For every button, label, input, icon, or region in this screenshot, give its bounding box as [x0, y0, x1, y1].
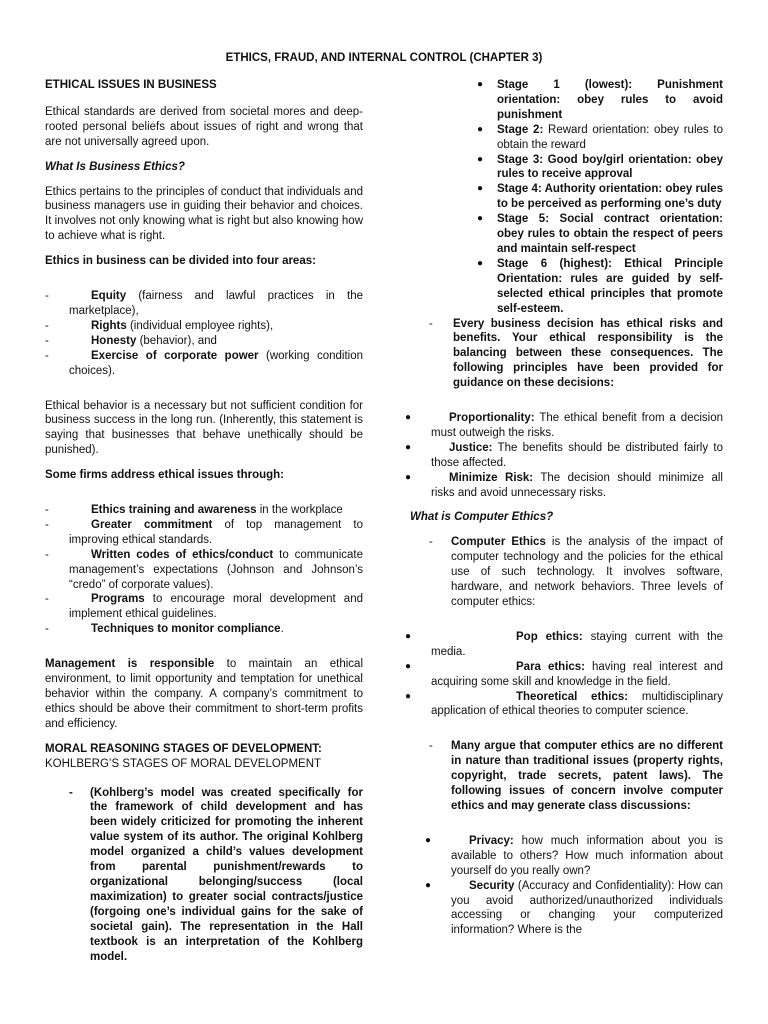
- paragraph-four-areas-intro: Ethics in business can be divided into four areas:: [45, 255, 316, 268]
- kohlberg-note: - (Kohlberg’s model was created specifically for the framework of child development and has been widely criticized for promoting the inherent value system of its author. The original Kohlberg model organized a child’s values development from parental punishment/rewards to organizational belonging/success (local maximization) to greater social contracts/justice (forgoing one’s individual gains for the sake of societal gain). The representation in the Hall textbook is an interpretation of the Kohlberg model.: [69, 786, 363, 963]
- decision-note: - Every business decision has ethical risks and benefits. Your ethical responsibility is the balancing between these consequences. The following principles have been provided for guidance on these decisions:: [429, 317, 723, 390]
- list-item: ● Stage 3: Good boy/girl orientation: obey rules to receive approval: [477, 153, 723, 181]
- subheading-business-ethics: What Is Business Ethics?: [45, 160, 185, 173]
- list-item: - Rights (individual employee rights),: [45, 319, 274, 332]
- levels-list: [405, 630, 723, 719]
- stages-list: [0, 78, 723, 317]
- heading-moral-reasoning: MORAL REASONING STAGES OF DEVELOPMENT: KOHLBERG’S STAGES OF MORAL DEVELOPMENT: [45, 742, 322, 770]
- paragraph-ethical-standards: Ethical standards are derived from societal mores and deep-rooted personal beliefs about issues of right and wrong that are not universally agreed upon.: [45, 105, 363, 148]
- list-item: - Equity (fairness and lawful practices in the marketplace),: [45, 290, 363, 317]
- list-item: - Written codes of ethics/conduct to communicate management’s expectations (Johnson and Johnson’s “credo” of corporate values).: [45, 548, 363, 591]
- issues-list: [405, 834, 723, 938]
- principles-list: [405, 411, 723, 500]
- document-title: ETHICS, FRAUD, AND INTERNAL CONTROL (CHAPTER 3): [225, 52, 543, 64]
- paragraph-firms-intro: Some firms address ethical issues through:: [45, 469, 285, 482]
- list-item: - Honesty (behavior), and: [45, 334, 217, 347]
- list-item: - Ethics training and awareness in the workplace: [45, 504, 343, 517]
- firms-list: [45, 493, 363, 637]
- list-item: ● Stage 2: Reward orientation: obey rules to obtain the reward: [477, 123, 723, 151]
- list-item: ● Proportionality: The ethical benefit from a decision must outweigh the risks.: [405, 412, 723, 439]
- list-item: - Techniques to monitor compliance.: [45, 623, 284, 636]
- list-item: ● Pop ethics: staying current with the media.: [405, 630, 723, 658]
- list-item: - Greater commitment of top management to improving ethical standards.: [45, 518, 363, 546]
- paragraph-ethical-behavior: Ethical behavior is a necessary but not sufficient condition for business success in the long run. (Inherently, this statement is saying that businesses that behave unethically should be punished).: [45, 399, 363, 457]
- list-item: ● Stage 5: Social contract orientation: obey rules to obtain the respect of peers and maintain self-respect: [477, 213, 723, 255]
- list-item: - Programs to encourage moral development and implement ethical guidelines.: [45, 593, 363, 621]
- list-item: ● Minimize Risk: The decision should minimize all risks and avoid unnecessary risks.: [405, 471, 723, 499]
- list-item: ● Theoretical ethics: multidisciplinary application of ethical theories to computer science.: [405, 690, 723, 718]
- heading-ethical-issues: ETHICAL ISSUES IN BUSINESS: [45, 79, 217, 91]
- list-item: ● Stage 1 (lowest): Punishment orientation: obey rules to avoid punishment: [477, 79, 723, 121]
- right-column: [405, 78, 723, 938]
- list-item: ● Stage 4: Authority orientation: obey rules to be perceived as performing one’s duty: [477, 183, 723, 211]
- list-item: ● Justice: The benefits should be distributed fairly to those affected.: [405, 441, 723, 469]
- list-item: ● Security (Accuracy and Confidentiality): How can you avoid authorized/unauthorized individuals accessing or changing your computerized information? Where is the: [425, 879, 723, 937]
- subheading-computer-ethics: What is Computer Ethics?: [410, 511, 554, 524]
- argue-note: - Many argue that computer ethics are no different in nature than traditional issues (property rights, copyright, trade secrets, patent laws). The following issues of concern involve computer ethics and may generate class discussions:: [429, 740, 723, 812]
- list-item: ● Para ethics: having real interest and acquiring some skill and knowledge in the field.: [405, 660, 723, 688]
- computer-ethics-note: - Computer Ethics is the analysis of the impact of computer technology and the policies for the ethical use of such technology. It involves software, hardware, and network behaviors. Three levels of computer ethics:: [429, 536, 723, 608]
- list-item: - Exercise of corporate power (working condition choices).: [45, 349, 363, 377]
- paragraph-management: Management is responsible to maintain an ethical environment, to limit opportunity and temptation for unethical behavior within the company. A company’s commitment to ethics should be above their commitment to short-term profits and efficiency.: [45, 658, 364, 730]
- list-item: ● Stage 6 (highest): Ethical Principle Orientation: rules are guided by self-selected ethical principles that promote self-esteem.: [477, 257, 723, 315]
- list-item: ● Privacy: how much information about you is available to others? How much information about yourself do you really own?: [425, 834, 723, 877]
- paragraph-ethics-definition: Ethics pertains to the principles of conduct that individuals and business managers use in guiding their behavior and choices. It involves not only knowing what is right but also knowing how to achieve what is right.: [45, 185, 363, 243]
